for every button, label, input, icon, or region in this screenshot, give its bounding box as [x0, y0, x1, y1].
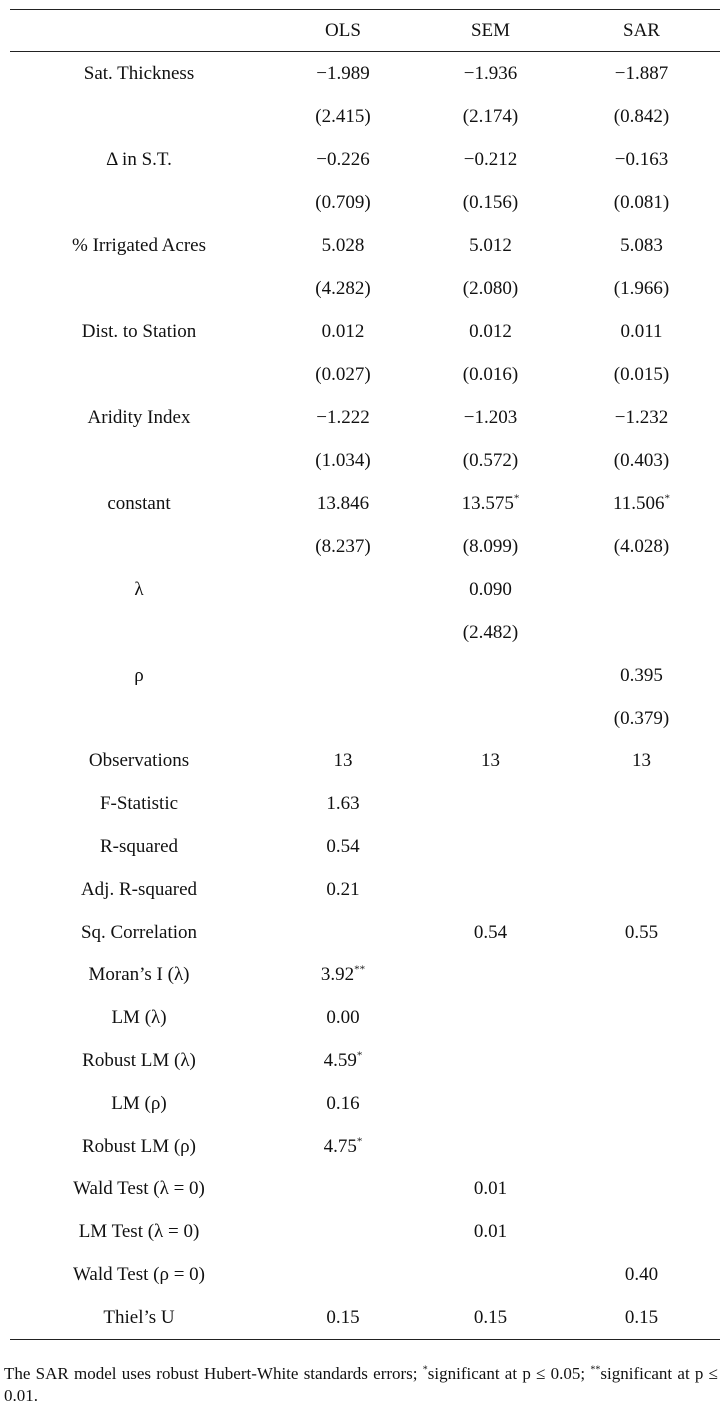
- row-label: [10, 353, 268, 396]
- footnote-sig-marker-1: *: [422, 1364, 428, 1376]
- cell-sar: [563, 868, 720, 911]
- cell-sar: [563, 310, 720, 353]
- row-label: Thiel’s U: [10, 1296, 268, 1339]
- cell-value: 0.15: [473, 1306, 508, 1328]
- cell-ols: [268, 1082, 418, 1125]
- cell-ols: [268, 611, 418, 654]
- cell-value: (0.027): [315, 363, 371, 385]
- cell-value: 0.54: [326, 835, 360, 857]
- row-label: Δ in S.T.: [106, 148, 172, 170]
- row-label: F-Statistic: [99, 793, 179, 815]
- cell-value: (0.709): [315, 191, 371, 213]
- header-label-column: [10, 10, 268, 52]
- cell-value: 0.012: [321, 320, 365, 342]
- cell-sar: [563, 95, 720, 138]
- cell-ols: [268, 439, 418, 482]
- table-row: [10, 525, 720, 568]
- cell-sem: [418, 224, 563, 267]
- cell-sem: [418, 1082, 563, 1125]
- row-label: [10, 697, 268, 740]
- table-row: [10, 997, 720, 1040]
- cell-sem: [418, 52, 563, 96]
- row-label: Robust LM (λ): [82, 1049, 196, 1071]
- cell-sar: [563, 525, 720, 568]
- cell-sem: [418, 353, 563, 396]
- row-label: λ: [134, 578, 144, 600]
- cell-value: (2.174): [462, 105, 519, 127]
- row-label: Sq. Correlation: [80, 921, 198, 943]
- cell-value: 13: [333, 750, 353, 772]
- cell-sar: [563, 783, 720, 826]
- cell-sem: [418, 611, 563, 654]
- cell-sem: [418, 525, 563, 568]
- cell-sem: [418, 1211, 563, 1254]
- regression-table: [10, 9, 720, 1340]
- cell-sem: [418, 1125, 563, 1168]
- table-row: [10, 138, 720, 181]
- cell-sar: [563, 826, 720, 869]
- cell-ols: [268, 826, 418, 869]
- cell-ols: [268, 310, 418, 353]
- table-row: [10, 52, 720, 96]
- cell-value: 13: [481, 750, 500, 772]
- cell-sem: [418, 997, 563, 1040]
- cell-value: 0.21: [326, 878, 360, 900]
- row-label: Moran’s I (λ): [88, 964, 190, 986]
- cell-sar: [563, 997, 720, 1040]
- footnote-text-1: The SAR model uses robust Hubert-White standards errors;: [4, 1364, 423, 1383]
- header-sem: SEM: [418, 10, 563, 52]
- cell-sar: [563, 138, 720, 181]
- row-label: LM (ρ): [111, 1092, 167, 1114]
- cell-ols: [268, 697, 418, 740]
- cell-value: (0.403): [613, 449, 670, 471]
- cell-value: 13: [632, 750, 651, 772]
- significance-marker: *: [664, 492, 671, 505]
- row-label: % Irrigated Acres: [72, 234, 206, 256]
- cell-sem: [418, 1296, 563, 1339]
- row-label: Robust LM (ρ): [82, 1135, 196, 1157]
- table-row: [10, 740, 720, 783]
- cell-sar: [563, 911, 720, 954]
- cell-value: 0.40: [624, 1263, 659, 1285]
- cell-sar: [563, 482, 720, 525]
- row-label: constant: [107, 492, 171, 514]
- cell-sem: [418, 568, 563, 611]
- cell-value: −1.222: [316, 406, 370, 428]
- cell-value: (0.572): [462, 449, 519, 471]
- cell-ols: [268, 997, 418, 1040]
- table-row: [10, 1168, 720, 1211]
- cell-ols: [268, 181, 418, 224]
- cell-sem: [418, 868, 563, 911]
- cell-ols: [268, 353, 418, 396]
- table-row: [10, 1296, 720, 1339]
- table-row: [10, 1254, 720, 1297]
- cell-sem: [418, 138, 563, 181]
- table-row: [10, 568, 720, 611]
- table-row: [10, 224, 720, 267]
- cell-ols: [268, 954, 418, 997]
- row-label: Sat. Thickness: [83, 62, 195, 84]
- table-header: [10, 10, 720, 52]
- footnote-text-3: significant at p ≤ 0.01.: [4, 1364, 719, 1405]
- row-label: [10, 525, 268, 568]
- cell-sar: [563, 1296, 720, 1339]
- cell-value: 0.15: [624, 1306, 659, 1328]
- table-row: [10, 353, 720, 396]
- cell-value: (2.415): [315, 105, 371, 127]
- table-row: [10, 654, 720, 697]
- significance-marker: *: [356, 1049, 363, 1062]
- row-label: LM Test (λ = 0): [78, 1221, 200, 1243]
- table-row: [10, 1082, 720, 1125]
- cell-ols: [268, 783, 418, 826]
- table-row: [10, 826, 720, 869]
- cell-ols: [268, 740, 418, 783]
- cell-value: 0.16: [326, 1092, 360, 1114]
- cell-ols: [268, 525, 418, 568]
- cell-ols: [268, 52, 418, 96]
- cell-ols: [268, 868, 418, 911]
- cell-value: (0.016): [462, 363, 519, 385]
- row-label: [10, 95, 268, 138]
- cell-value: 5.083: [620, 234, 663, 256]
- cell-value: 0.395: [620, 664, 663, 686]
- significance-marker: *: [356, 1135, 363, 1148]
- cell-value: (0.015): [613, 363, 670, 385]
- cell-ols: [268, 911, 418, 954]
- cell-value: 1.63: [326, 793, 360, 815]
- table-row: [10, 954, 720, 997]
- cell-ols: [268, 396, 418, 439]
- row-label: ρ: [134, 664, 144, 686]
- cell-value: (0.379): [613, 707, 670, 729]
- cell-value: 0.01: [473, 1178, 508, 1200]
- footnote-sig-marker-2: **: [590, 1364, 601, 1376]
- cell-value: 0.011: [620, 320, 663, 342]
- cell-value: −1.203: [463, 406, 518, 428]
- cell-value: 3.92: [320, 964, 355, 986]
- header-ols: OLS: [268, 10, 418, 52]
- cell-sem: [418, 310, 563, 353]
- cell-value: (0.842): [613, 105, 670, 127]
- cell-value: 0.00: [326, 1007, 360, 1029]
- table-row: [10, 267, 720, 310]
- table-footnote: [4, 1363, 718, 1407]
- cell-value: −1.989: [316, 62, 370, 84]
- table-row: [10, 1125, 720, 1168]
- cell-sar: [563, 1254, 720, 1297]
- table-row: [10, 783, 720, 826]
- cell-value: (4.282): [315, 277, 371, 299]
- cell-sar: [563, 52, 720, 96]
- row-label: [10, 181, 268, 224]
- cell-value: (0.081): [613, 191, 670, 213]
- row-label: Observations: [88, 750, 190, 772]
- cell-ols: [268, 654, 418, 697]
- cell-value: 13.846: [316, 492, 370, 514]
- cell-ols: [268, 482, 418, 525]
- cell-sem: [418, 95, 563, 138]
- cell-ols: [268, 1125, 418, 1168]
- cell-value: −0.226: [316, 148, 370, 170]
- row-label: LM (λ): [111, 1007, 167, 1029]
- cell-value: −0.163: [614, 148, 669, 170]
- table-row: [10, 697, 720, 740]
- cell-sar: [563, 353, 720, 396]
- row-label: [10, 439, 268, 482]
- cell-sem: [418, 783, 563, 826]
- table-row: [10, 310, 720, 353]
- significance-marker: *: [513, 492, 520, 505]
- cell-value: −1.232: [614, 406, 669, 428]
- table-row: [10, 181, 720, 224]
- cell-sar: [563, 1082, 720, 1125]
- cell-value: 0.54: [473, 921, 508, 943]
- cell-sar: [563, 224, 720, 267]
- table-row: [10, 439, 720, 482]
- table-row: [10, 482, 720, 525]
- cell-sar: [563, 181, 720, 224]
- cell-sar: [563, 654, 720, 697]
- cell-sem: [418, 740, 563, 783]
- cell-ols: [268, 1040, 418, 1083]
- cell-sem: [418, 482, 563, 525]
- cell-sem: [418, 1254, 563, 1297]
- cell-sem: [418, 396, 563, 439]
- cell-ols: [268, 1254, 418, 1297]
- cell-sar: [563, 611, 720, 654]
- row-label: Dist. to Station: [81, 320, 197, 342]
- table-row: [10, 396, 720, 439]
- cell-value: (8.237): [315, 535, 371, 557]
- cell-value: 4.75: [323, 1135, 357, 1157]
- cell-sem: [418, 1040, 563, 1083]
- cell-sem: [418, 826, 563, 869]
- cell-ols: [268, 1211, 418, 1254]
- cell-sar: [563, 697, 720, 740]
- header-row: [10, 10, 720, 52]
- cell-sem: [418, 654, 563, 697]
- cell-value: 5.028: [321, 234, 365, 256]
- cell-ols: [268, 95, 418, 138]
- row-label: [10, 267, 268, 310]
- cell-value: 13.575: [461, 492, 514, 514]
- cell-ols: [268, 224, 418, 267]
- cell-value: (2.482): [462, 621, 519, 643]
- cell-sar: [563, 954, 720, 997]
- cell-sar: [563, 267, 720, 310]
- table-body: [10, 52, 720, 1340]
- significance-marker: **: [354, 964, 366, 977]
- cell-ols: [268, 1168, 418, 1211]
- row-label: Adj. R-squared: [80, 878, 198, 900]
- table-row: [10, 868, 720, 911]
- cell-sar: [563, 1211, 720, 1254]
- table-row: [10, 611, 720, 654]
- table-row: [10, 911, 720, 954]
- cell-sem: [418, 1168, 563, 1211]
- table-row: [10, 1040, 720, 1083]
- cell-value: −0.212: [463, 148, 518, 170]
- row-label: Wald Test (λ = 0): [73, 1178, 205, 1200]
- cell-sem: [418, 954, 563, 997]
- cell-sar: [563, 396, 720, 439]
- cell-value: 0.01: [473, 1221, 508, 1243]
- cell-ols: [268, 1296, 418, 1339]
- cell-sar: [563, 1040, 720, 1083]
- cell-value: 0.55: [624, 921, 659, 943]
- table-row: [10, 95, 720, 138]
- cell-value: 4.59: [323, 1049, 357, 1071]
- header-sar: SAR: [563, 10, 720, 52]
- cell-sar: [563, 1168, 720, 1211]
- row-label: [10, 611, 268, 654]
- cell-ols: [268, 568, 418, 611]
- cell-value: (1.034): [315, 449, 371, 471]
- cell-value: 5.012: [469, 234, 512, 256]
- cell-value: (2.080): [462, 277, 519, 299]
- footnote-text-2: significant at p ≤ 0.05;: [427, 1364, 591, 1383]
- cell-ols: [268, 267, 418, 310]
- cell-sem: [418, 911, 563, 954]
- cell-sar: [563, 1125, 720, 1168]
- cell-value: (8.099): [462, 535, 519, 557]
- table-row: [10, 1211, 720, 1254]
- cell-sem: [418, 697, 563, 740]
- cell-ols: [268, 138, 418, 181]
- row-label: Aridity Index: [87, 406, 191, 428]
- cell-value: −1.936: [463, 62, 518, 84]
- cell-sar: [563, 439, 720, 482]
- row-label: R-squared: [99, 835, 179, 857]
- cell-value: (4.028): [613, 535, 670, 557]
- cell-sem: [418, 267, 563, 310]
- cell-sar: [563, 740, 720, 783]
- cell-value: (1.966): [613, 277, 670, 299]
- cell-value: −1.887: [614, 62, 669, 84]
- cell-value: 11.506: [612, 492, 665, 514]
- cell-value: 0.090: [469, 578, 512, 600]
- cell-value: (0.156): [462, 191, 519, 213]
- cell-value: 0.15: [326, 1306, 360, 1328]
- row-label: Wald Test (ρ = 0): [72, 1263, 206, 1285]
- cell-sem: [418, 439, 563, 482]
- cell-sar: [563, 568, 720, 611]
- cell-value: 0.012: [469, 320, 512, 342]
- cell-sem: [418, 181, 563, 224]
